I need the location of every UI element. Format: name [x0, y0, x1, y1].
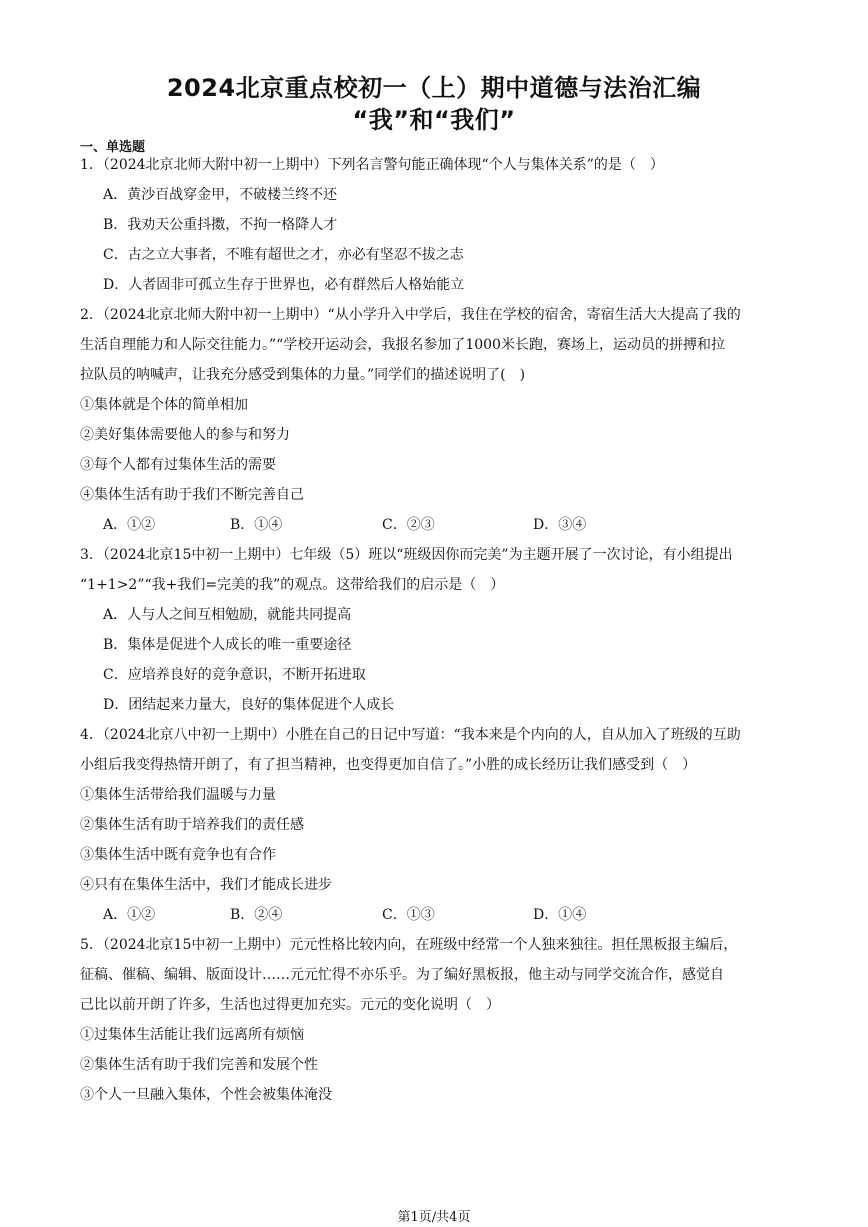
question-1-option-c: C．古之立大事者，不唯有超世之才，亦必有坚忍不拔之志 [103, 247, 464, 263]
question-2-statement-2: ②美好集体需要他人的参与和努力 [80, 427, 290, 443]
question-2-stem-line-3: 拉队员的呐喊声，让我充分感受到集体的力量。”同学们的描述说明了( ) [80, 367, 526, 383]
question-4-statement-1: ①集体生活带给我们温暖与力量 [80, 787, 276, 803]
question-2-option-d: D．③④ [533, 517, 587, 533]
question-4-statement-4: ④只有在集体生活中，我们才能成长进步 [80, 877, 332, 893]
question-4-option-c: C．①③ [382, 907, 435, 923]
question-4-stem-line-1: 4．（2024北京八中初一上期中）小胜在自己的日记中写道：“我本来是个内向的人，自从加入了班级的互助 [80, 727, 741, 743]
question-1-option-a: A．黄沙百战穿金甲，不破楼兰终不还 [103, 187, 338, 203]
question-5-stem-line-1: 5．（2024北京15中初一上期中）元元性格比较内向，在班级中经常一个人独来独往。担任黑板报主编后， [80, 937, 738, 953]
question-3-option-a: A．人与人之间互相勉励，就能共同提高 [103, 607, 352, 623]
question-2-option-a: A．①② [103, 517, 156, 533]
question-4-option-a: A．①② [103, 907, 156, 923]
question-2-stem-line-2: 生活自理能力和人际交往能力。”“学校开运动会，我报名参加了1000米长跑，赛场上，运动员的拼搏和拉 [80, 337, 725, 353]
question-4-option-b: B．②④ [230, 907, 283, 923]
question-5-statement-2: ②集体生活有助于我们完善和发展个性 [80, 1057, 318, 1073]
question-4-option-d: D．①④ [533, 907, 587, 923]
question-2-statement-1: ①集体就是个体的简单相加 [80, 397, 248, 413]
question-5-statement-1: ①过集体生活能让我们远离所有烦恼 [80, 1027, 304, 1043]
question-4-statement-2: ②集体生活有助于培养我们的责任感 [80, 817, 304, 833]
question-5-stem-line-2: 征稿、催稿、编辑、版面设计……元元忙得不亦乐乎。为了编好黑板报，他主动与同学交流合作，感觉自 [80, 967, 724, 983]
question-2-statement-4: ④集体生活有助于我们不断完善自己 [80, 487, 304, 503]
question-2-stem-line-1: 2．（2024北京北师大附中初一上期中）“从小学升入中学后，我住在学校的宿舍，寄宿生活大大提高了我的 [80, 307, 741, 323]
question-3-option-b: B．集体是促进个人成长的唯一重要途径 [103, 637, 352, 653]
question-2-statement-3: ③每个人都有过集体生活的需要 [80, 457, 276, 473]
question-3-option-c: C．应培养良好的竞争意识，不断开拓进取 [103, 667, 366, 683]
page-subtitle: “我”和“我们” [352, 106, 516, 134]
question-4-statement-3: ③集体生活中既有竞争也有合作 [80, 847, 276, 863]
question-2-option-b: B．①④ [230, 517, 283, 533]
question-3-option-d: D．团结起来力量大，良好的集体促进个人成长 [103, 697, 395, 713]
question-5-stem-line-3: 己比以前开朗了许多，生活也过得更加充实。元元的变化说明（ ） [80, 997, 500, 1013]
section-heading: 一、单选题 [80, 140, 146, 155]
question-5-statement-3: ③个人一旦融入集体，个性会被集体淹没 [80, 1087, 332, 1103]
question-1-option-b: B．我劝天公重抖擞，不拘一格降人才 [103, 217, 338, 233]
question-3-stem-line-2: “1+1>2”“我+我们=完美的我”的观点。这带给我们的启示是（ ） [80, 577, 505, 593]
page-footer: 第1页/共4页 [397, 1210, 471, 1225]
question-3-stem-line-1: 3．（2024北京15中初一上期中）七年级（5）班以“班级因你而完美”为主题开展了一次讨论，有小组提出 [80, 547, 733, 563]
question-1-option-d: D．人者固非可孤立生存于世界也，必有群然后人格始能立 [103, 277, 465, 293]
question-4-stem-line-2: 小组后我变得热情开朗了，有了担当精神，也变得更加自信了。”小胜的成长经历让我们感受到（ ） [80, 757, 697, 773]
question-2-option-c: C．②③ [382, 517, 435, 533]
page-title: 2024北京重点校初一（上）期中道德与法治汇编 [166, 74, 702, 102]
question-1-stem: 1．（2024北京北师大附中初一上期中）下列名言警句能正确体现“个人与集体关系”的是（ ） [80, 157, 664, 173]
